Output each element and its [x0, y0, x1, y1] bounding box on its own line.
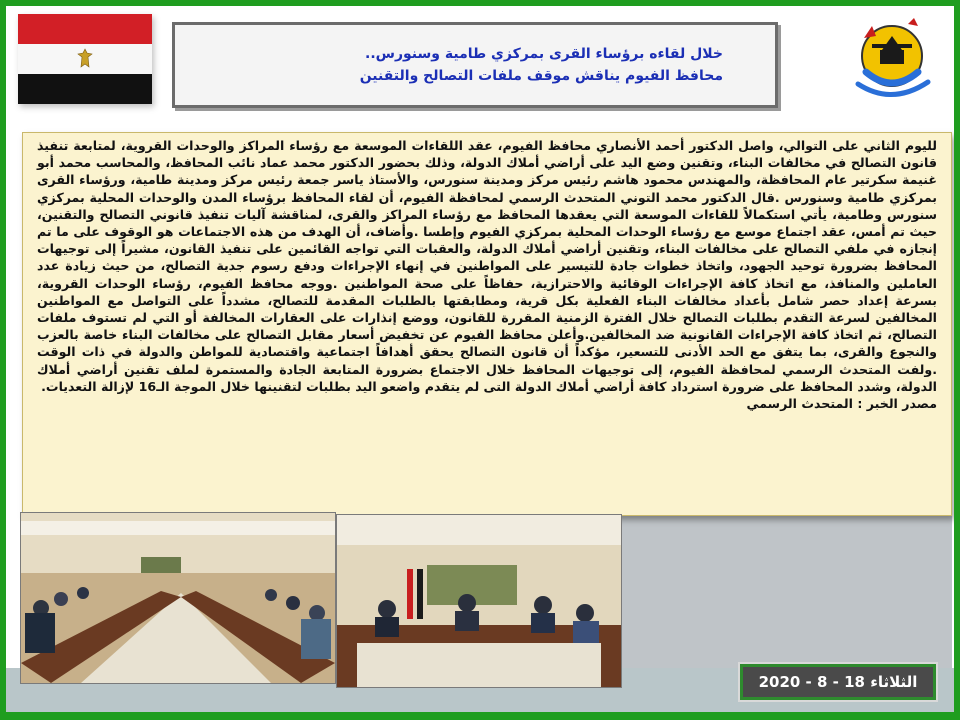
article-source: مصدر الخبر : المتحدث الرسمي [746, 396, 937, 412]
eagle-of-saladin-icon [75, 47, 95, 71]
meeting-photo-2 [336, 514, 622, 688]
meeting-photo-1 [20, 512, 336, 684]
article-body [22, 132, 952, 516]
article-paragraph: لليوم الثاني على التوالي، واصل الدكتور أحمد الأنصاري محافظ الفيوم، عقد اللقاءات الموسعة مع رؤساء المراكز والوحدات القروية، لمتابعة تنفيذ قانون التصالح في مخالفات البناء، وتقنين وضع اليد على أراضي أملاك الدولة، وذلك بحضور الدكتور محمد عماد نائب المحافظ، والمحاسب محمد أبو غنيمة سكرتير عام المحافظة، والمهندس محمود هاشم رئيس مركز ومدينة سنورس، والأستاذ ياسر جمعة رئيس مركز ومدينة طامية، ورؤساء القرى بمركزي طامية وسنورس .قال الدكتور محمد التوني المتحدث الرسمي لمحافظة الفيوم، أن لقاء المحافظ برؤساء المدن والوحدات المحلية بمركزي سنورس وطامية، يأتي استكمالاً للقاءات الموسعة التي يعقدها المحافظ مع رؤساء المراكز والقرى، لمناقشة آليات تنفيذ قانوني التصالح والتقنين، حيث تم أمس، عقد اجتماع موسع مع رؤساء الوحدات المحلية بمركزي الفيوم وإطسا .وأضاف، أن الهدف من هذه الاجتماعات هو الوقوف على ما تم إنجازه في ملفي التصالح على مخالفات البناء، وتقنين أراضي أملاك الدولة، والعقبات التي تواجه القائمين على تنفيذ القانون، مشيراً إلى توجيهات المحافظ بضرورة توحيد الجهود، واتخاذ خطوات جادة للتيسير على المواطنين في إنهاء الإجراءات ودفع رسوم جدية التصالح، من حيث زيادة عدد العاملين والمنافذ، مع اتخاذ كافة الإجراءات الوقائية والاحترازية، حفاظاً على صحة المواطنين .ووجه محافظ الفيوم، رؤساء الوحدات القروية، بسرعة إعداد حصر شامل بأعداد مخالفات البناء الفعلية بكل قرية، ومطابقتها بالطلبات المقدمة للتصالح، مشدداً على التواصل مع المواطنين المخالفين لسرعة التقدم بطلبات التصالح خلال الفترة الزمنية المقررة للقانون، ووضع إنذارات على العقارات المخالفة أو التي لم تستوف ملفات التصالح، ثم اتخاذ كافة الإجراءات القانونية ضد المخالفين.وأعلن محافظ الفيوم عن تخفيض أسعار مقابل التصالح على مخالفات البناء خاصة بالعزب والنجوع والقرى، بما يتفق مع الحد الأدنى للتسعير، مؤكداً أن قانون التصالح يحقق أهدافاً اجتماعية واقتصادية للمواطن والدولة في ذات الوقت .ولفت المتحدث الرسمي لمحافظة الفيوم، إلى توجيهات المحافظ خلال الاجتماع بضرورة المتابعة الجادة والمستمرة لملف تقنين أراضي أملاك الدولة، وشدد المحافظ على ضرورة استرداد كافة أراضي أملاك الدولة التى لم يتقدم واضعو اليد بطلبات لتقنينها خلال الموجة الـ16 لإزالة التعديات. [37, 138, 937, 394]
flag-red-band [18, 14, 152, 44]
flag-white-band [18, 44, 152, 74]
headline-box [172, 22, 778, 108]
headline-line-2: محافظ الفيوم يناقش موقف ملفات التصالح والتقنين [359, 68, 723, 84]
headline-line-1: خلال لقاءه برؤساء القرى بمركزي طامية وسنورس.. [365, 46, 723, 62]
date-badge: الثلاثاء 18 - 8 - 2020 [740, 664, 936, 700]
governorate-logo-icon [844, 14, 940, 104]
egypt-flag-icon [18, 14, 152, 104]
flag-black-band [18, 74, 152, 104]
page-canvas [6, 6, 954, 712]
